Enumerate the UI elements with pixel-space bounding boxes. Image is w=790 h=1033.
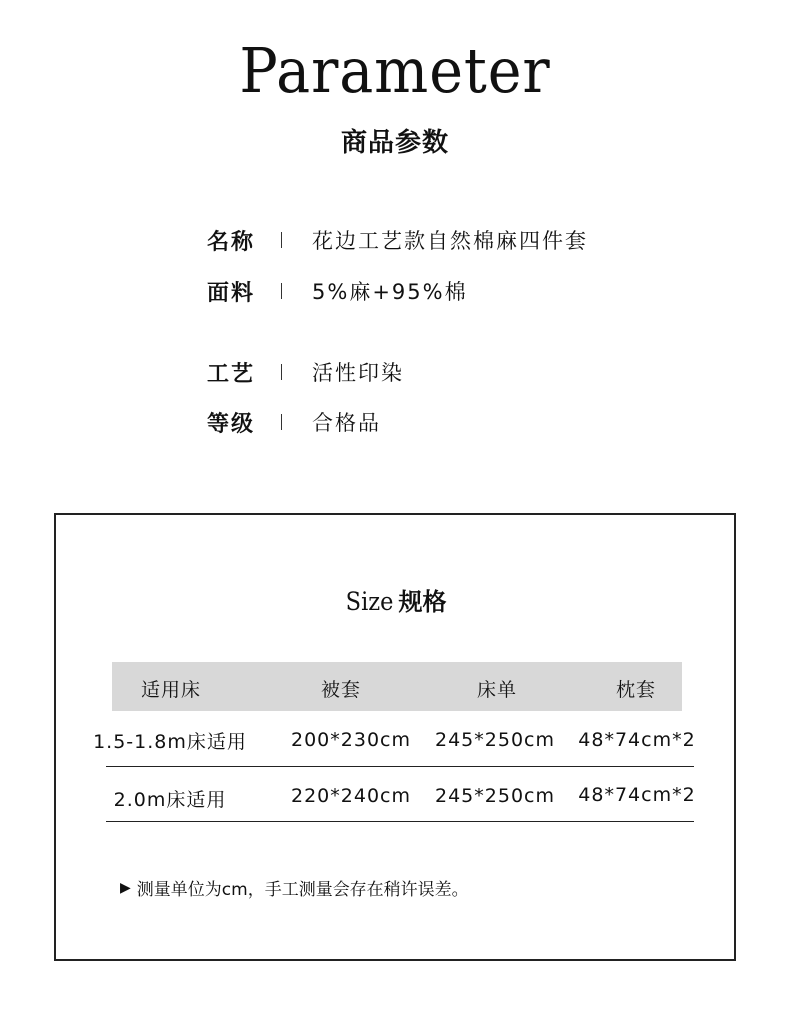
note-text: 测量单位为cm，手工测量会存在稍许误差。 (136, 880, 469, 900)
param-row-craft (207, 356, 404, 388)
play-triangle-icon: ▶ (120, 879, 131, 896)
table-cell: 48*74cm*2 (578, 729, 696, 751)
table-cell: 220*240cm (291, 785, 411, 807)
param-separator (281, 232, 282, 248)
table-cell: 48*74cm*2 (578, 784, 696, 806)
param-separator (281, 283, 282, 299)
table-cell: 200*230cm (291, 729, 411, 751)
page-title-cn: 商品参数 (340, 128, 449, 158)
param-label: 等级 (207, 411, 256, 437)
row-divider (106, 766, 694, 767)
param-separator (281, 414, 282, 430)
measurement-note (120, 875, 469, 900)
param-label: 工艺 (207, 361, 256, 387)
param-value: 花边工艺款自然棉麻四件套 (312, 229, 588, 253)
header-cell-pillowcase: 枕套 (615, 679, 656, 701)
param-row-fabric (207, 275, 468, 307)
header-cell-duvet: 被套 (320, 679, 361, 701)
table-cell: 245*250cm (435, 729, 555, 751)
table-cell: 245*250cm (435, 785, 555, 807)
size-title-en: Size (346, 587, 394, 616)
param-value: 合格品 (312, 411, 381, 435)
param-value: 5%麻+95%棉 (312, 280, 468, 304)
param-label: 名称 (207, 229, 256, 255)
page-title-en: Parameter (239, 34, 551, 107)
param-separator (281, 364, 282, 380)
param-row-name (207, 224, 588, 256)
header-cell-bed: 适用床 (140, 679, 201, 701)
param-value: 活性印染 (312, 361, 404, 385)
size-title (56, 582, 734, 617)
table-cell: 2.0m床适用 (113, 789, 227, 811)
table-cell: 1.5-1.8m床适用 (93, 731, 247, 753)
row-divider (106, 821, 694, 822)
param-label: 面料 (207, 280, 256, 306)
size-title-cn: 规格 (398, 588, 447, 616)
size-panel (54, 513, 736, 961)
param-row-grade (207, 406, 381, 438)
header-cell-sheet: 床单 (476, 679, 517, 701)
